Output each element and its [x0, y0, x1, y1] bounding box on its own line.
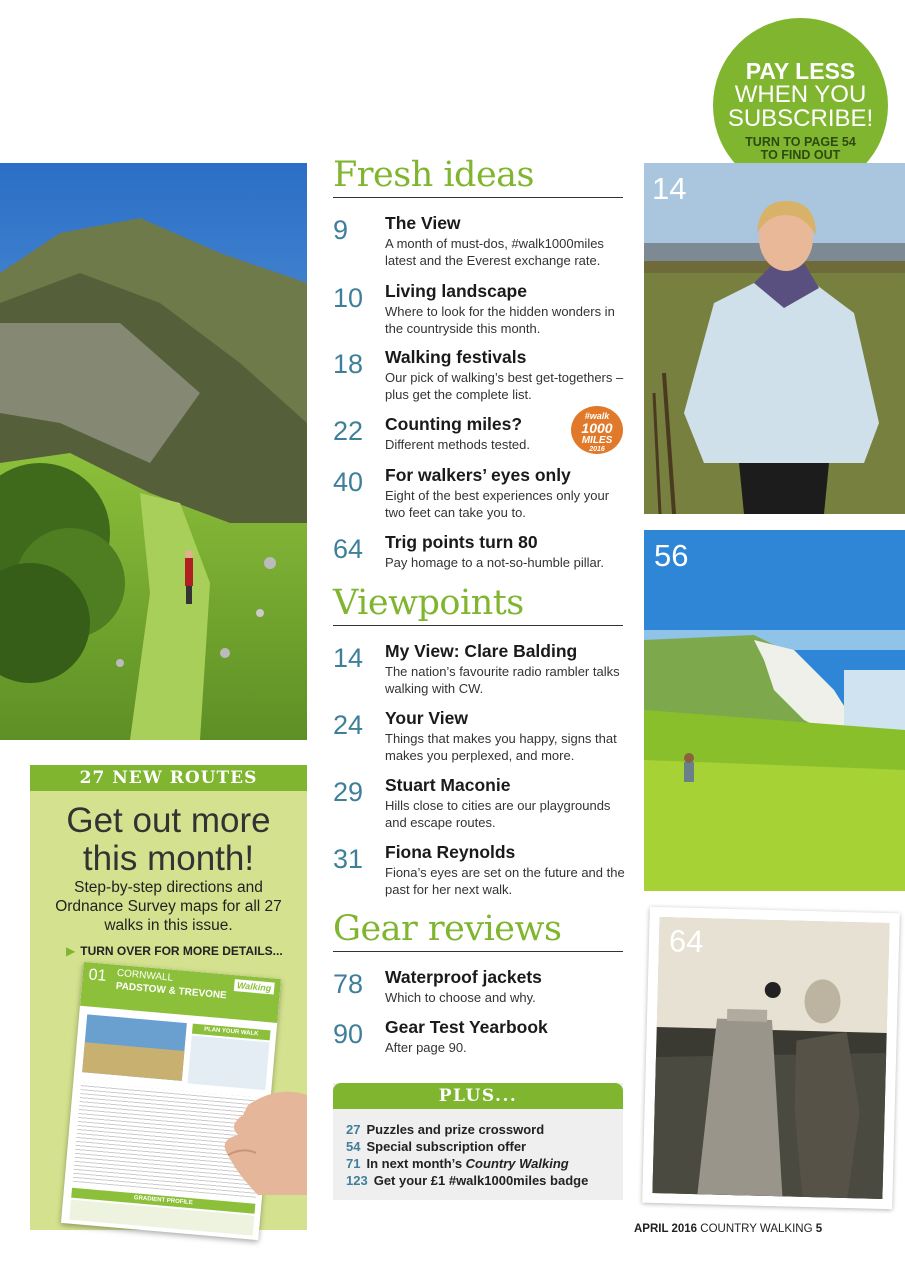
item-page: 24 [333, 710, 364, 740]
plus-item-text: Special subscription offer [366, 1139, 527, 1154]
item-title: The View [385, 213, 461, 233]
item-desc: The nation’s favourite radio rambler talks walking with CW. [385, 664, 620, 696]
balding-page-number: 14 [652, 171, 687, 206]
badge-line2: 1000 [581, 420, 613, 436]
plus-item-page: 123 [346, 1173, 368, 1188]
item-title: Living landscape [385, 281, 527, 301]
subscribe-line2: WHEN YOU [734, 81, 867, 108]
plus-item-text: Get your £1 #walk1000miles badge [373, 1173, 589, 1188]
card-gradient-label: GRADIENT PROFILE [71, 1188, 255, 1214]
item-page: 40 [333, 467, 364, 497]
item-page: 31 [333, 844, 364, 874]
item-desc: Things that makes you happy, signs that makes you perplexed, and more. [385, 731, 617, 763]
subscribe-cta: TURN TO PAGE 54 TO FIND OUT [745, 135, 856, 162]
item-title: For walkers’ eyes only [385, 465, 571, 485]
item-title: My View: Clare Balding [385, 641, 578, 661]
item-page: 14 [333, 643, 364, 673]
plus-item[interactable] [346, 1122, 544, 1137]
trig-page-number: 64 [668, 923, 704, 960]
section-title-fresh-ideas: Fresh ideas [333, 155, 623, 198]
headline-line2: this month! [82, 839, 255, 878]
item-desc: A month of must-dos, #walk1000miles latest and the Everest exchange rate. [385, 236, 604, 268]
plus-item-page: 27 [346, 1122, 361, 1137]
item-title: Walking festivals [385, 347, 527, 367]
plus-item-text: In next month’s [366, 1156, 466, 1171]
hand-image [218, 1085, 307, 1195]
item-desc: Fiona’s eyes are set on the future and the past for her next walk. [385, 865, 625, 897]
item-page: 9 [333, 215, 349, 245]
item-desc: Which to choose and why. [385, 990, 536, 1005]
headline-line1: Get out more [66, 801, 271, 840]
item-desc: Different methods tested. [385, 437, 531, 452]
item-title: Trig points turn 80 [385, 532, 538, 552]
plus-item-page: 54 [346, 1139, 361, 1154]
item-title: Stuart Maconie [385, 775, 511, 795]
item-desc: Pay homage to a not-so-humble pillar. [385, 555, 604, 570]
item-title: Gear Test Yearbook [385, 1017, 548, 1037]
item-page: 90 [333, 1019, 364, 1049]
plus-item[interactable] [346, 1139, 526, 1154]
item-desc: Our pick of walking’s best get-togethers – plus get the complete list. [385, 370, 624, 402]
plus-item-page: 71 [346, 1156, 361, 1171]
new-routes-headline [30, 802, 307, 878]
play-triangle-icon: ▶ [66, 944, 76, 958]
item-title: Fiona Reynolds [385, 842, 516, 862]
plus-header: PLUS... [333, 1083, 623, 1109]
walk1000miles-badge [571, 406, 623, 454]
item-page: 18 [333, 349, 364, 379]
footer-magazine: COUNTRY WALKING [700, 1223, 813, 1235]
new-routes-subtext: Step-by-step directions and Ordnance Survey maps for all 27 walks in this issue. [55, 879, 282, 934]
card-logo: Walking [233, 979, 274, 994]
turn-over-link[interactable] [66, 944, 283, 958]
item-desc: Eight of the best experiences only your two feet can take you to. [385, 488, 610, 520]
badge-line3: MILES [581, 435, 613, 446]
item-title: Your View [385, 708, 468, 728]
valley-photo [0, 163, 307, 740]
subscribe-line3: SUBSCRIBE! [727, 105, 874, 132]
badge-line4: 2016 [589, 446, 605, 453]
card-plan-label: PLAN YOUR WALK [192, 1024, 271, 1041]
item-title: Counting miles? [385, 414, 523, 434]
card-county: CORNWALL [116, 967, 174, 984]
item-page: 64 [333, 534, 364, 564]
item-page: 29 [333, 777, 364, 807]
section-title-viewpoints: Viewpoints [333, 583, 623, 626]
cliffs-photo [644, 530, 905, 891]
page-footer [634, 1223, 822, 1235]
plus-item-text: Puzzles and prize crossword [366, 1122, 545, 1137]
plus-item[interactable] [346, 1173, 588, 1188]
turn-over-label: TURN OVER FOR MORE DETAILS... [80, 944, 283, 958]
new-routes-header: 27 NEW ROUTES [30, 765, 307, 791]
subscribe-line1: PAY LESS [745, 58, 856, 84]
trig-photo [642, 907, 900, 1209]
cliffs-page-number: 56 [654, 538, 689, 573]
footer-page-number: 5 [815, 1223, 823, 1235]
card-number: 01 [87, 966, 108, 985]
plus-item-magazine: Country Walking [465, 1156, 569, 1171]
card-photo [82, 1014, 187, 1080]
item-page: 78 [333, 969, 364, 999]
item-page: 10 [333, 283, 364, 313]
item-desc: Hills close to cities are our playgrounds and escape routes. [385, 798, 611, 830]
footer-date: APRIL 2016 [634, 1223, 698, 1235]
section-title-gear-reviews: Gear reviews [333, 909, 623, 952]
badge-line1: #walk [584, 411, 610, 421]
item-desc: Where to look for the hidden wonders in the countryside this month. [385, 304, 615, 336]
item-page: 22 [333, 416, 364, 446]
balding-photo [644, 163, 905, 514]
card-place: PADSTOW & TREVONE [115, 980, 228, 1002]
plus-item[interactable] [346, 1156, 569, 1171]
item-title: Waterproof jackets [385, 967, 542, 987]
card-map [188, 1036, 270, 1091]
item-desc: After page 90. [385, 1040, 467, 1055]
